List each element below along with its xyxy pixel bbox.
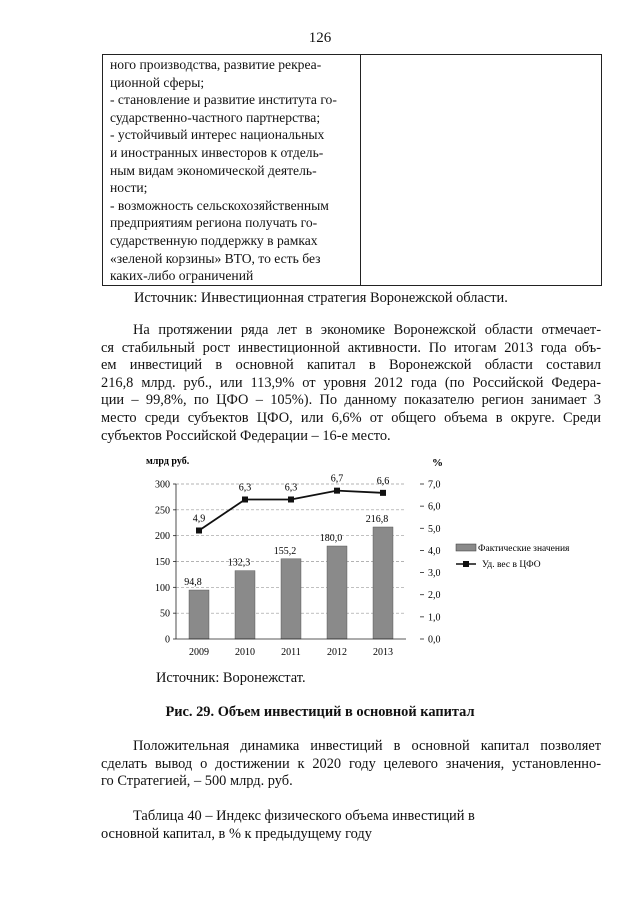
line-data-label: 6,3 xyxy=(284,482,298,494)
paragraph-line: ем инвестиций в основной капитал в Воронежской области составил xyxy=(101,357,601,374)
x-tick-label: 2009 xyxy=(189,647,209,658)
y-left-axis-label: млрд руб. xyxy=(146,456,190,467)
y-left-tick-label: 300 xyxy=(155,479,170,491)
y-right-tick-label: 7,0 xyxy=(428,479,441,491)
table-title-line: основной капитал, в % к предыдущему году xyxy=(101,825,372,842)
line-marker xyxy=(242,497,248,503)
paragraph-conclusion xyxy=(101,738,601,791)
line-data-label: 4,9 xyxy=(192,513,206,525)
x-tick-label: 2012 xyxy=(327,647,347,658)
table-40-title xyxy=(101,808,601,843)
y-right-tick-label: 5,0 xyxy=(428,523,441,535)
paragraph-line: го Стратегией, – 500 млрд. руб. xyxy=(101,773,293,790)
x-tick-label: 2010 xyxy=(235,647,255,658)
line-data-label: 6,7 xyxy=(330,473,344,485)
y-right-tick-label: 4,0 xyxy=(428,545,441,557)
paragraph-line: субъектов Российской Федерации – 16-е место. xyxy=(101,427,391,444)
legend-label-bars: Фактические значения xyxy=(478,544,570,554)
paragraph-line: 216,8 млрд. руб., или 113,9% от уровня 2012 года (по Российской Федера- xyxy=(101,374,601,391)
table-cell-line: ного производства, развитие рекреа- xyxy=(110,57,322,72)
y-left-tick-label: 250 xyxy=(155,505,170,517)
paragraph-line: ся стабильный рост инвестиционной активности. По итогам 2013 года объ- xyxy=(101,339,601,356)
paragraph-investment-growth xyxy=(101,322,601,445)
paragraph-line: место среди субъектов ЦФО, или 6,6% от общего объема в округе. Среди xyxy=(101,409,601,426)
x-tick-label: 2011 xyxy=(281,647,301,658)
investment-chart xyxy=(142,452,602,664)
figure-caption: Рис. 29. Объем инвестиций в основной капитал xyxy=(165,704,475,720)
x-tick-label: 2013 xyxy=(373,647,393,658)
y-right-tick-label: 6,0 xyxy=(428,501,441,513)
line-marker xyxy=(334,488,340,494)
table-cell-line: сударственную поддержку в рамках xyxy=(110,232,318,248)
page-number: 126 xyxy=(308,30,332,46)
table-cell-line: ности; xyxy=(110,180,148,196)
bar-data-label: 180,0 xyxy=(319,533,343,544)
table-cell-line: ным видам экономической деятель- xyxy=(110,162,317,178)
bar xyxy=(373,527,393,639)
y-left-tick-label: 0 xyxy=(165,634,170,646)
table-cell-text xyxy=(110,56,354,285)
legend-line-marker xyxy=(463,561,469,567)
y-left-tick-label: 200 xyxy=(155,531,170,543)
paragraph-line: ции – 99,8%, по ЦФО – 105%). По данному показателю регион занимает 3 xyxy=(101,392,601,409)
y-right-tick-label: 1,0 xyxy=(428,612,441,624)
table-cell-line: - устойчивый интерес национальных xyxy=(110,127,325,143)
table-cell-line: сударственно-частного партнерства; xyxy=(110,109,321,125)
y-left-tick-label: 150 xyxy=(155,557,170,568)
y-left-tick-label: 50 xyxy=(160,608,170,620)
bar-data-label: 94,8 xyxy=(184,577,202,589)
bar-data-label: 216,8 xyxy=(365,513,389,525)
bar-data-label: 132,3 xyxy=(227,557,251,569)
line-marker xyxy=(196,528,202,534)
table-cell-line: каких-либо ограничений xyxy=(110,268,254,284)
table-cell-line: - возможность сельскохозяйственным xyxy=(110,197,329,213)
paragraph-line: Положительная динамика инвестиций в основной капитал позволяет xyxy=(133,738,601,754)
line-marker xyxy=(380,490,386,496)
y-right-axis-label: % xyxy=(432,457,443,469)
y-right-tick-label: 2,0 xyxy=(428,590,441,602)
table-cell-line: «зеленой корзины» ВТО, то есть без xyxy=(110,250,321,266)
legend-bar-swatch xyxy=(456,544,476,551)
line-marker xyxy=(288,497,294,503)
bar-data-label: 155,2 xyxy=(273,545,297,557)
table-cell-line: и иностранных инвесторов к отдель- xyxy=(110,144,324,160)
bar xyxy=(281,559,301,639)
bar xyxy=(235,571,255,639)
line-data-label: 6,6 xyxy=(376,475,390,487)
paragraph-line: На протяжении ряда лет в экономике Воронежской области отмечает- xyxy=(133,322,601,338)
legend-label-line: Уд. вес в ЦФО xyxy=(482,560,541,570)
table-cell-line: - становление и развитие института го- xyxy=(110,92,337,108)
chart-source: Источник: Воронежстат. xyxy=(156,670,306,686)
paragraph-line: сделать вывод о достижении к 2020 году целевого значения, установленно- xyxy=(101,755,601,772)
table-column-divider xyxy=(360,54,361,286)
table-title-line: Таблица 40 – Индекс физического объема инвестиций в xyxy=(133,808,475,824)
table-cell-line: ционной сферы; xyxy=(110,74,205,90)
line-data-label: 6,3 xyxy=(238,482,252,494)
bar xyxy=(327,546,347,639)
y-right-tick-label: 0,0 xyxy=(428,634,441,646)
table-source: Источник: Инвестиционная стратегия Воронежской области. xyxy=(134,290,508,306)
bar xyxy=(189,590,209,639)
y-right-tick-label: 3,0 xyxy=(428,568,441,580)
y-left-tick-label: 100 xyxy=(155,582,170,594)
table-cell-line: предприятиям региона получать го- xyxy=(110,215,318,231)
